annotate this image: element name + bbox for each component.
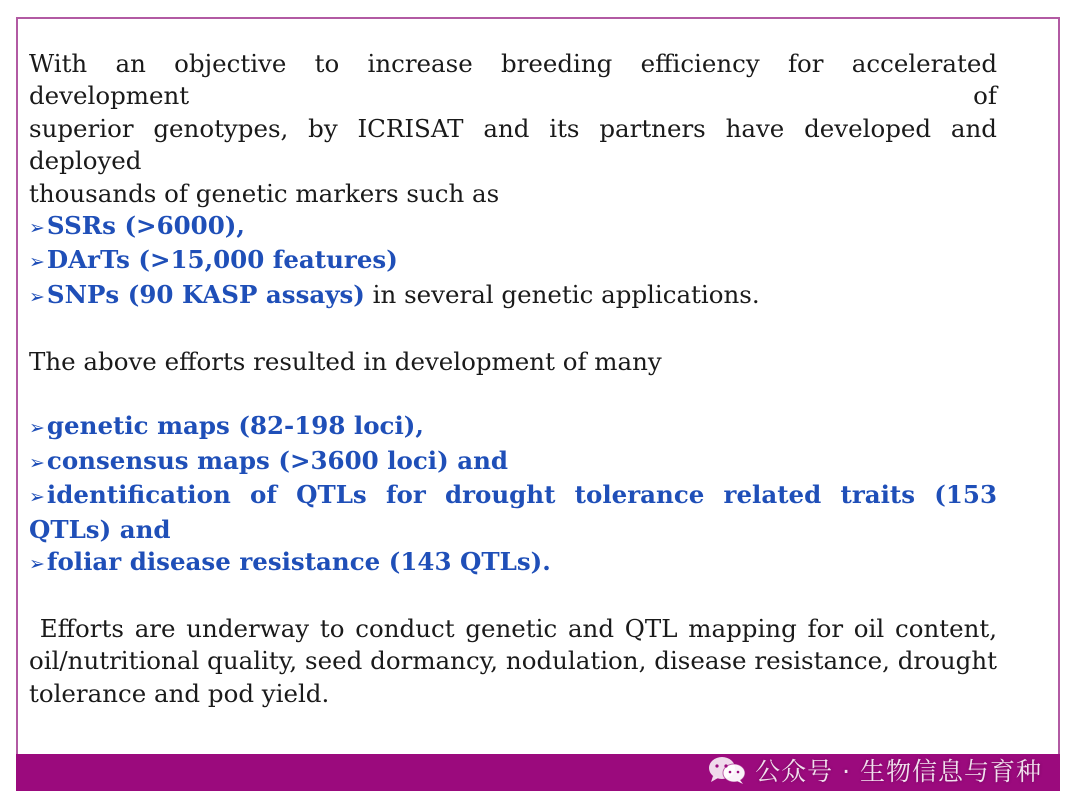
result-item-consensus-maps <box>29 445 997 479</box>
result-item-qtl-drought-continued <box>29 514 997 546</box>
arrow-bullet-icon: ➢ <box>29 553 45 576</box>
paragraph-3-line-1: Efforts are underway to conduct genetic and QTL mapping for oil content, <box>29 613 997 643</box>
result-label-genetic-maps: genetic maps (82-198 loci), <box>46 411 424 441</box>
paragraph-1-line-2: superior genotypes, by ICRISAT and its partners have developed and deployed <box>29 113 997 176</box>
watermark <box>707 748 1042 792</box>
arrow-bullet-icon: ➢ <box>29 417 45 440</box>
result-item-qtl-drought <box>29 479 997 513</box>
paragraph-1-line-3: thousands of genetic markers such as <box>29 178 500 208</box>
arrow-bullet-icon: ➢ <box>29 217 45 240</box>
marker-item-snp <box>29 279 997 313</box>
result-label-foliar-disease: foliar disease resistance (143 QTLs). <box>46 547 551 577</box>
arrow-bullet-icon: ➢ <box>29 251 45 274</box>
arrow-bullet-icon: ➢ <box>29 285 45 308</box>
arrow-bullet-icon: ➢ <box>29 451 45 474</box>
marker-item-dart <box>29 244 997 278</box>
marker-item-ssr <box>29 210 997 244</box>
result-label-consensus-maps: consensus maps (>3600 loci) and <box>46 445 509 475</box>
watermark-text: 公众号 · 生物信息与育种 <box>755 757 1042 786</box>
slide-content <box>29 48 997 710</box>
paragraph-3-line-2: oil/nutritional quality, seed dormancy, nodulation, disease resistance, drought <box>29 646 997 676</box>
paragraph-1-line-1: With an objective to increase breeding efficiency for accelerated development of <box>29 49 997 111</box>
marker-label-ssr: SSRs (>6000), <box>46 211 245 241</box>
marker-label-dart: DArTs (>15,000 features) <box>46 245 398 275</box>
result-item-foliar-disease <box>29 546 997 580</box>
arrow-bullet-icon: ➢ <box>29 486 45 509</box>
marker-suffix-snp: in several genetic applications. <box>364 279 760 309</box>
paragraph-2: The above efforts resulted in development of many <box>29 346 662 376</box>
paragraph-3-line-3: tolerance and pod yield. <box>29 678 330 708</box>
marker-label-snp: SNPs (90 KASP assays) <box>46 279 365 309</box>
result-label-qtl-drought-line-2: QTLs) and <box>29 514 171 544</box>
result-item-genetic-maps <box>29 410 997 444</box>
result-label-qtl-drought-line-1: identification of QTLs for drought tolerance related traits (153 <box>46 480 997 510</box>
wechat-icon <box>707 755 747 785</box>
